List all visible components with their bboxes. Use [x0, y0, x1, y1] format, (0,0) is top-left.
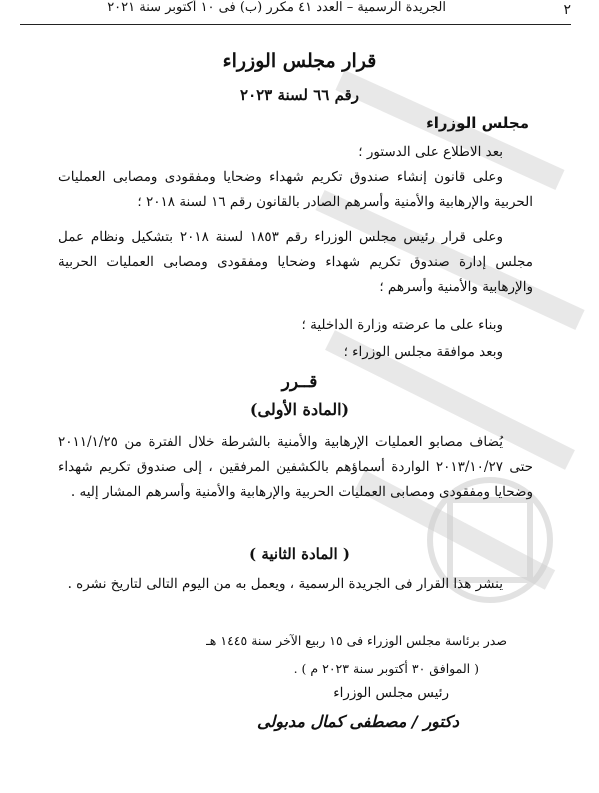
article1-text: يُضاف مصابو العمليات الإرهابية والأمنية بالشرطة خلال الفترة من ٢٠١١/١/٢٥ حتى ٢٠١٣/١٠/٢٧ الواردة أسماؤهم بالكشفين المرفقين ، إلى صندوق تكريم شهداء وضحايا ومفقودى ومصابى العمليات الحربية والإرهابية والأمنية وأسرهم المشار إليه . — [58, 434, 534, 500]
article2-heading: ( المادة الثانية ) — [249, 545, 350, 563]
preamble-constitution: بعد الاطلاع على الدستور ؛ — [358, 144, 503, 160]
decree-title: قرار مجلس الوزراء — [222, 50, 377, 72]
signatory-name: دكتور / مصطفى كمال مدبولى — [257, 712, 459, 731]
issued-date-gregorian: ( الموافق ٣٠ أكتوبر سنة ٢٠٢٣ م ) . — [293, 661, 479, 676]
preamble-law: وعلى قانون إنشاء صندوق تكريم شهداء وضحايا ومفقودى ومصابى العمليات الحربية والإرهابية والأمنية وأسرهم الصادر بالقانون رقم ١٦ لسنة ٢٠١٨ ؛ — [58, 169, 533, 210]
gazette-header — [20, 0, 571, 25]
issued-date-hijri: صدر برئاسة مجلس الوزراء فى ١٥ ربيع الآخر سنة ١٤٤٥ هـ — [206, 633, 507, 648]
article1-heading: (المادة الأولى) — [249, 400, 350, 419]
article2-text: ينشر هذا القرار فى الجريدة الرسمية ، ويعمل به من اليوم التالى لتاريخ نشره . — [67, 576, 503, 592]
decides-heading: قــرر — [281, 372, 318, 392]
preamble-cabinet-approval: وبعد موافقة مجلس الوزراء ؛ — [343, 344, 503, 360]
issuer-heading: مجلس الوزراء — [426, 114, 529, 132]
issue-info: الجريدة الرسمية – العدد ٤١ مكرر (ب) فى ١٠ أكتوبر سنة ٢٠٢١ — [107, 0, 446, 15]
decree-number: رقم ٦٦ لسنة ٢٠٢٣ — [240, 86, 359, 104]
preamble-pm-decree: وعلى قرار رئيس مجلس الوزراء رقم ١٨٥٣ لسنة ٢٠١٨ بتشكيل ونظام عمل مجلس إدارة صندوق تكريم شهداء وضحايا ومفقودى ومصابى العمليات الحربية والإرهابية والأمنية وأسرهم ؛ — [58, 229, 533, 295]
page-number: ٢ — [563, 2, 571, 18]
preamble-interior: وبناء على ما عرضته وزارة الداخلية ؛ — [301, 317, 503, 333]
signatory-title: رئيس مجلس الوزراء — [333, 685, 449, 701]
